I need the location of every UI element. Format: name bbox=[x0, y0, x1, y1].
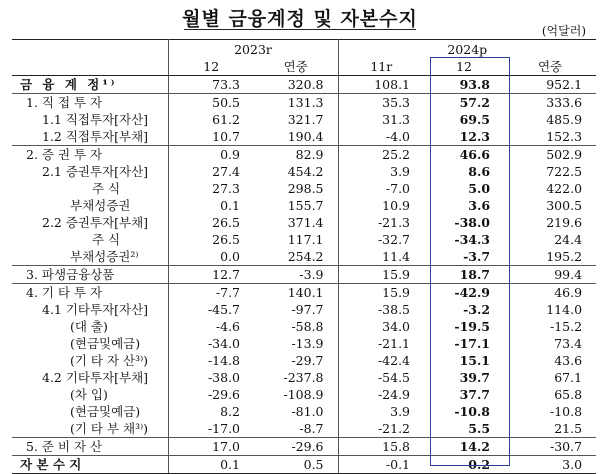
cell: 3.6 bbox=[468, 198, 491, 213]
cell: 34.0 bbox=[382, 319, 411, 334]
table-row bbox=[12, 438, 596, 456]
cell: -21.3 bbox=[377, 215, 411, 230]
cell: 14.2 bbox=[424, 438, 504, 456]
cell: -45.7 bbox=[207, 302, 240, 317]
cell: -19.5 bbox=[454, 319, 491, 334]
cell: -3.7 bbox=[463, 249, 491, 264]
cell: 57.2 bbox=[424, 94, 504, 112]
cell: 3.0 bbox=[504, 456, 596, 474]
cell: 17.0 bbox=[168, 438, 254, 456]
cell: 0.2 bbox=[424, 456, 504, 474]
table-row bbox=[12, 76, 596, 94]
cell: 321.7 bbox=[254, 111, 338, 128]
row-label: (현금및예금) bbox=[12, 403, 168, 420]
cell: 722.5 bbox=[546, 164, 583, 179]
cell: 219.6 bbox=[546, 215, 583, 230]
cell: -8.7 bbox=[254, 420, 338, 438]
cell: 61.2 bbox=[212, 112, 240, 127]
row-label: (현금및예금) bbox=[12, 335, 168, 352]
cell: 46.6 bbox=[424, 146, 504, 164]
row-label: 4.2 기타투자[부채] bbox=[12, 369, 168, 386]
cell: 93.8 bbox=[459, 77, 491, 92]
table-row bbox=[12, 248, 596, 266]
row-label: (기 타 부 채³⁾) bbox=[12, 420, 168, 438]
table-row bbox=[12, 403, 596, 420]
cell: -29.6 bbox=[254, 438, 338, 456]
cell: 99.4 bbox=[504, 266, 596, 284]
cell: -30.7 bbox=[504, 438, 596, 456]
row-label: 1.1 직접투자[자산] bbox=[12, 111, 168, 128]
table-row bbox=[12, 197, 596, 214]
table-row bbox=[12, 266, 596, 284]
col-header: 12 bbox=[424, 58, 504, 76]
cell: 254.2 bbox=[254, 248, 338, 266]
cell: -29.7 bbox=[254, 352, 338, 369]
cell: 15.8 bbox=[338, 438, 424, 456]
cell: 10.7 bbox=[212, 129, 240, 144]
cell: 15.9 bbox=[338, 266, 424, 284]
cell: 31.3 bbox=[382, 112, 411, 127]
cell: 35.3 bbox=[338, 94, 424, 112]
table-row bbox=[12, 386, 596, 403]
cell: 5.0 bbox=[468, 181, 491, 196]
cell: 12.3 bbox=[459, 129, 491, 144]
cell: 140.1 bbox=[254, 284, 338, 302]
cell: -81.0 bbox=[254, 403, 338, 420]
cell: -4.0 bbox=[385, 129, 411, 144]
cell: 422.0 bbox=[546, 181, 583, 196]
cell: 65.8 bbox=[554, 387, 583, 402]
cell: -42.9 bbox=[424, 284, 504, 302]
cell: 117.1 bbox=[254, 231, 338, 248]
cell: -15.2 bbox=[549, 319, 583, 334]
table-row bbox=[12, 352, 596, 369]
cell: 502.9 bbox=[504, 146, 596, 164]
cell: 73.3 bbox=[212, 77, 240, 92]
cell: 27.3 bbox=[212, 181, 240, 196]
title-underline bbox=[184, 29, 416, 30]
header-2023: 2023r bbox=[168, 40, 338, 59]
cell: 0.5 bbox=[254, 456, 338, 474]
cell: 46.9 bbox=[504, 284, 596, 302]
cell: -3.9 bbox=[254, 266, 338, 284]
cell: 131.3 bbox=[254, 94, 338, 112]
header-2024: 2024p bbox=[338, 40, 596, 59]
cell: -42.4 bbox=[377, 353, 411, 368]
cell: 15.1 bbox=[459, 353, 491, 368]
financial-account-table bbox=[12, 39, 596, 474]
table-row bbox=[12, 335, 596, 352]
cell: -10.8 bbox=[549, 404, 583, 419]
cell: 0.1 bbox=[220, 198, 240, 213]
cell: 454.2 bbox=[254, 163, 338, 180]
cell: -38.0 bbox=[207, 370, 240, 385]
cell: 114.0 bbox=[546, 302, 583, 317]
table-row bbox=[12, 284, 596, 302]
cell: 0.1 bbox=[168, 456, 254, 474]
cell: 298.5 bbox=[254, 180, 338, 197]
cell: -108.9 bbox=[254, 386, 338, 403]
row-label: 1. 직 접 투 자 bbox=[12, 94, 168, 112]
cell: -7.0 bbox=[385, 181, 411, 196]
cell: 37.7 bbox=[459, 387, 491, 402]
cell: -10.8 bbox=[454, 404, 491, 419]
cell: 0.0 bbox=[220, 249, 240, 264]
cell: 485.9 bbox=[546, 112, 583, 127]
row-label: 부채성증권²⁾ bbox=[12, 248, 168, 266]
cell: 12.7 bbox=[168, 266, 254, 284]
table-row bbox=[12, 420, 596, 438]
cell: 18.7 bbox=[424, 266, 504, 284]
unit-label: (억달러) bbox=[541, 24, 586, 38]
cell: -38.0 bbox=[454, 215, 491, 230]
cell: -24.9 bbox=[377, 387, 411, 402]
row-label: 주 식 bbox=[12, 231, 168, 248]
cell: -3.2 bbox=[463, 302, 491, 317]
cell: 50.5 bbox=[168, 94, 254, 112]
cell: -34.0 bbox=[207, 336, 240, 351]
row-label: 2. 증 권 투 자 bbox=[12, 146, 168, 164]
row-label: (대 출) bbox=[12, 318, 168, 335]
table-row bbox=[12, 231, 596, 248]
cell: 300.5 bbox=[546, 198, 583, 213]
cell: 195.2 bbox=[546, 249, 583, 264]
col-header: 11r bbox=[338, 58, 424, 76]
cell: 10.9 bbox=[382, 198, 411, 213]
table-row bbox=[12, 146, 596, 164]
cell: 333.6 bbox=[504, 94, 596, 112]
header-blank-2 bbox=[12, 58, 168, 76]
cell: 67.1 bbox=[554, 370, 583, 385]
row-label: 주 식 bbox=[12, 180, 168, 197]
cell: 952.1 bbox=[546, 77, 583, 92]
cell: -38.5 bbox=[377, 302, 411, 317]
table-row bbox=[12, 163, 596, 180]
col-header: 연중 bbox=[504, 58, 596, 76]
row-label: 2.2 증권투자[부채] bbox=[12, 214, 168, 231]
cell: 320.8 bbox=[254, 76, 338, 94]
cell: -32.7 bbox=[377, 232, 411, 247]
col-header: 12 bbox=[168, 58, 254, 76]
cell: -17.0 bbox=[207, 421, 240, 436]
cell: 24.4 bbox=[554, 232, 583, 247]
cell: 39.7 bbox=[459, 370, 491, 385]
cell: 8.2 bbox=[220, 404, 240, 419]
cell: 3.9 bbox=[390, 404, 411, 419]
table-row bbox=[12, 180, 596, 197]
row-label: 4. 기 타 투 자 bbox=[12, 284, 168, 302]
cell: 190.4 bbox=[254, 128, 338, 146]
cell: 69.5 bbox=[459, 112, 491, 127]
cell: -58.8 bbox=[254, 318, 338, 335]
row-label: 부채성증권 bbox=[12, 197, 168, 214]
row-label: (차 입) bbox=[12, 386, 168, 403]
row-label: 4.1 기타투자[자산] bbox=[12, 301, 168, 318]
table-row bbox=[12, 111, 596, 128]
cell: 26.5 bbox=[212, 232, 240, 247]
cell: 5.5 bbox=[468, 421, 491, 436]
cell: -29.6 bbox=[207, 387, 240, 402]
cell: -21.2 bbox=[377, 421, 411, 436]
cell: -13.9 bbox=[254, 335, 338, 352]
row-label: 5. 준 비 자 산 bbox=[12, 438, 168, 456]
cell: 371.4 bbox=[254, 214, 338, 231]
cell: -4.6 bbox=[215, 319, 240, 334]
row-label: 2.1 증권투자[자산] bbox=[12, 163, 168, 180]
row-label: 1.2 직접투자[부채] bbox=[12, 128, 168, 146]
cell: 155.7 bbox=[254, 197, 338, 214]
cell: 108.1 bbox=[374, 77, 411, 92]
cell: 0.9 bbox=[168, 146, 254, 164]
cell: -17.1 bbox=[454, 336, 491, 351]
cell: -237.8 bbox=[254, 369, 338, 386]
cell: 73.4 bbox=[554, 336, 583, 351]
cell: -0.1 bbox=[338, 456, 424, 474]
row-label: (기 타 자 산³⁾) bbox=[12, 352, 168, 369]
cell: 15.9 bbox=[338, 284, 424, 302]
table-row bbox=[12, 214, 596, 231]
cell: -54.5 bbox=[377, 370, 411, 385]
cell: -21.1 bbox=[377, 336, 411, 351]
cell: 8.6 bbox=[468, 164, 491, 179]
cell: -7.7 bbox=[168, 284, 254, 302]
cell: 26.5 bbox=[212, 215, 240, 230]
cell: -34.3 bbox=[454, 232, 491, 247]
cell: 82.9 bbox=[254, 146, 338, 164]
cell: 27.4 bbox=[212, 164, 240, 179]
table-row bbox=[12, 94, 596, 112]
cell: -14.8 bbox=[207, 353, 240, 368]
page-title: 월별 금융계정 및 자본수지 bbox=[182, 8, 418, 30]
cell: 11.4 bbox=[382, 249, 411, 264]
table-row bbox=[12, 369, 596, 386]
table-row bbox=[12, 318, 596, 335]
cell: 3.9 bbox=[390, 164, 411, 179]
table-row bbox=[12, 128, 596, 146]
row-label: 금 융 계 정¹⁾ bbox=[12, 76, 168, 94]
cell: 152.3 bbox=[546, 129, 583, 144]
cell: 43.6 bbox=[554, 353, 583, 368]
row-label: 자 본 수 지 bbox=[12, 456, 168, 474]
row-label: 3. 파생금융상품 bbox=[12, 266, 168, 284]
col-header: 연중 bbox=[254, 58, 338, 76]
cell: 21.5 bbox=[554, 421, 583, 436]
cell: -97.7 bbox=[254, 301, 338, 318]
cell: 25.2 bbox=[338, 146, 424, 164]
header-blank bbox=[12, 40, 168, 59]
table-row bbox=[12, 301, 596, 318]
